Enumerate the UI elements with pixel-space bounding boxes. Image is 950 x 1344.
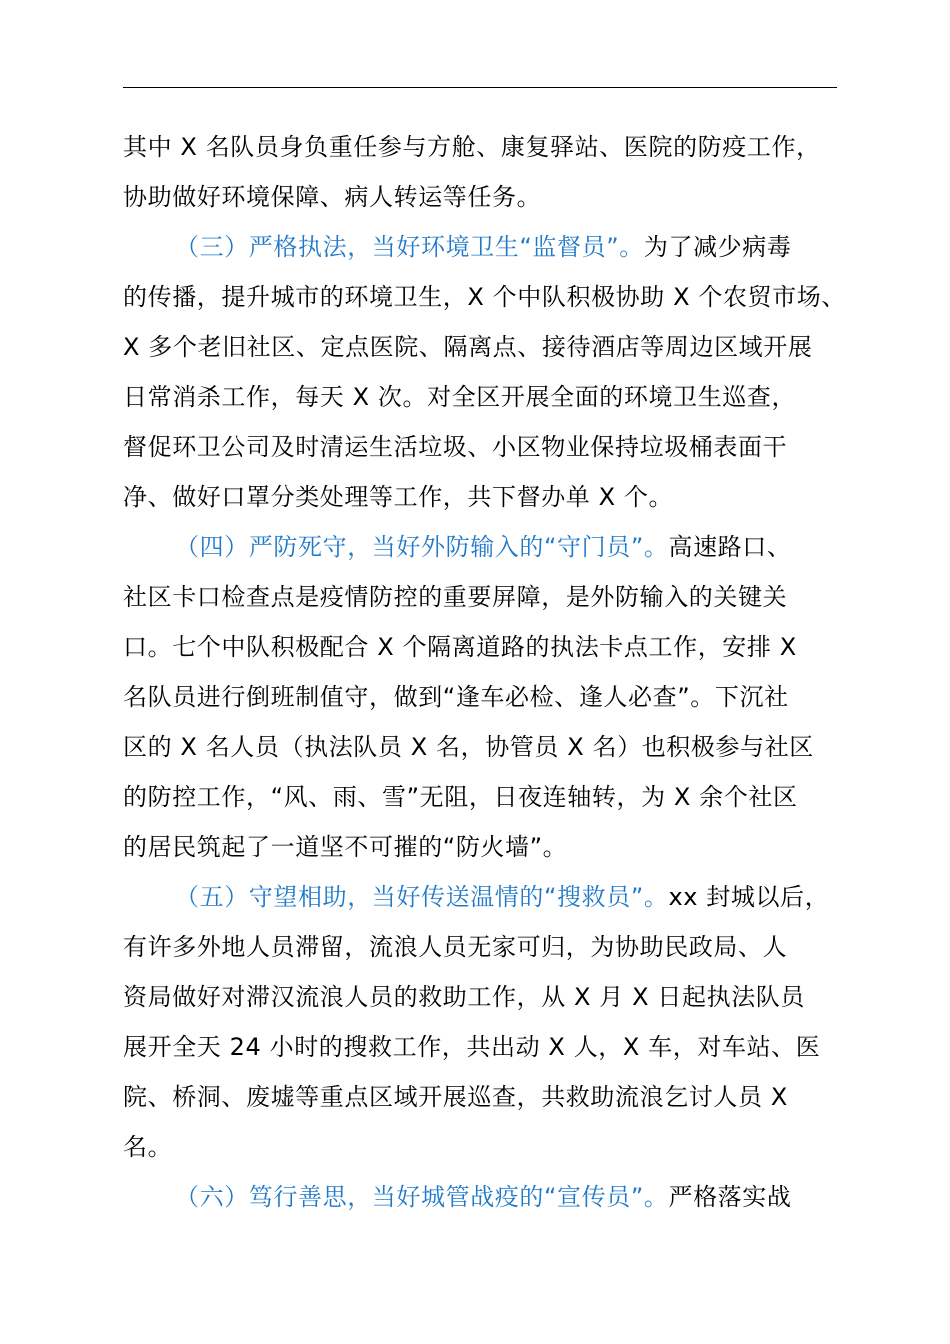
body-text: 口。七个中队积极配合 X 个隔离道路的执法卡点工作，安排 X [123,633,797,661]
body-text: 的居民筑起了一道坚不可摧的“防火墙”。 [123,833,568,861]
body-text: 的防控工作，“风、雨、雪”无阻，日夜连轴转，为 X 余个社区 [123,783,798,811]
text-line [123,1122,837,1172]
text-line [123,372,837,422]
body-text: 高速路口、 [668,533,792,561]
text-line [123,922,837,972]
text-line [123,1172,837,1222]
text-line [123,822,837,872]
text-line [123,422,837,472]
text-line [123,522,837,572]
body-text: 严格落实战 [668,1183,792,1211]
text-line [123,322,837,372]
body-text: 其中 X 名队员身负重任参与方舱、康复驿站、医院的防疫工作， [123,133,821,161]
text-line [123,472,837,522]
body-text: 督促环卫公司及时清运生活垃圾、小区物业保持垃圾桶表面干 [123,433,788,461]
text-line [123,1022,837,1072]
section-heading-3: （三）严格执法，当好环境卫生“监督员”。 [175,233,644,261]
body-text: 有许多外地人员滞留，流浪人员无家可归，为协助民政局、人 [123,933,788,961]
text-line [123,672,837,722]
body-text: 净、做好口罩分类处理等工作，共下督办单 X 个。 [123,483,674,511]
text-line [123,1072,837,1122]
text-line [123,972,837,1022]
text-line [123,222,837,272]
text-line [123,722,837,772]
body-text: 展开全天 24 小时的搜救工作，共出动 X 人，X 车，对车站、医 [123,1033,821,1061]
body-text: 名队员进行倒班制值守，做到“逢车必检、逢人必查”。下沉社 [123,683,789,711]
section-heading-4: （四）严防死守，当好外防输入的“守门员”。 [175,533,669,561]
body-text: 院、桥洞、废墟等重点区域开展巡查，共救助流浪乞讨人员 X [123,1083,788,1111]
text-line [123,122,837,172]
body-text: 名。 [123,1133,173,1161]
body-text: 的传播，提升城市的环境卫生，X 个中队积极协助 X 个农贸市场、 [123,283,846,311]
text-line [123,772,837,822]
body-text: X 多个老旧社区、定点医院、隔离点、接待酒店等周边区域开展 [123,333,813,361]
document-body [123,122,846,1222]
text-line [123,272,846,322]
body-text: 社区卡口检查点是疫情防控的重要屏障，是外防输入的关键关 [123,583,788,611]
body-text: 资局做好对滞汉流浪人员的救助工作，从 X 月 X 日起执法队员 [123,983,805,1011]
text-line [123,872,837,922]
body-text: 协助做好环境保障、病人转运等任务。 [123,183,542,211]
section-heading-5: （五）守望相助，当好传送温情的“搜救员”。 [175,883,669,911]
text-line [123,172,837,222]
text-line [123,622,837,672]
body-text: 日常消杀工作，每天 X 次。对全区开展全面的环境卫生巡查， [123,383,797,411]
header-rule [123,87,837,88]
body-text: 区的 X 名人员（执法队员 X 名，协管员 X 名）也积极参与社区 [123,733,814,761]
section-heading-6: （六）笃行善思，当好城管战疫的“宣传员”。 [175,1183,669,1211]
text-line [123,572,837,622]
body-text: xx 封城以后， [668,883,830,911]
body-text: 为了减少病毒 [643,233,792,261]
